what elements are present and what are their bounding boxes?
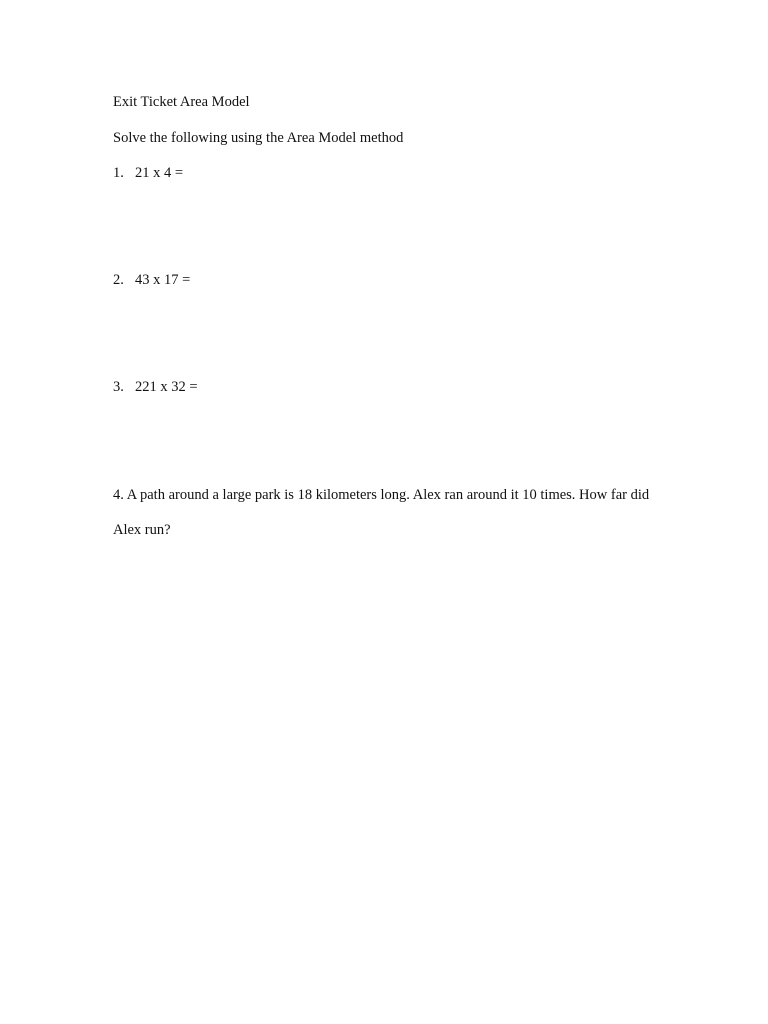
question-3 [113,380,198,395]
instructions-text: Solve the following using the Area Model method [113,130,404,146]
word-problem-line-1: 4. A path around a large park is 18 kilometers long. Alex ran around it 10 times. How far did [113,487,650,503]
question-2 [113,273,190,288]
word-problem-line-2: Alex run? [113,522,171,538]
document-title: Exit Ticket Area Model [113,94,250,110]
question-text: 21 x 4 = [135,165,184,181]
question-number: 2. [113,272,124,288]
question-text: 43 x 17 = [135,272,191,288]
question-number: 3. [113,379,124,395]
question-1 [113,166,183,181]
question-number: 1. [113,165,124,181]
question-text: 221 x 32 = [135,379,198,395]
